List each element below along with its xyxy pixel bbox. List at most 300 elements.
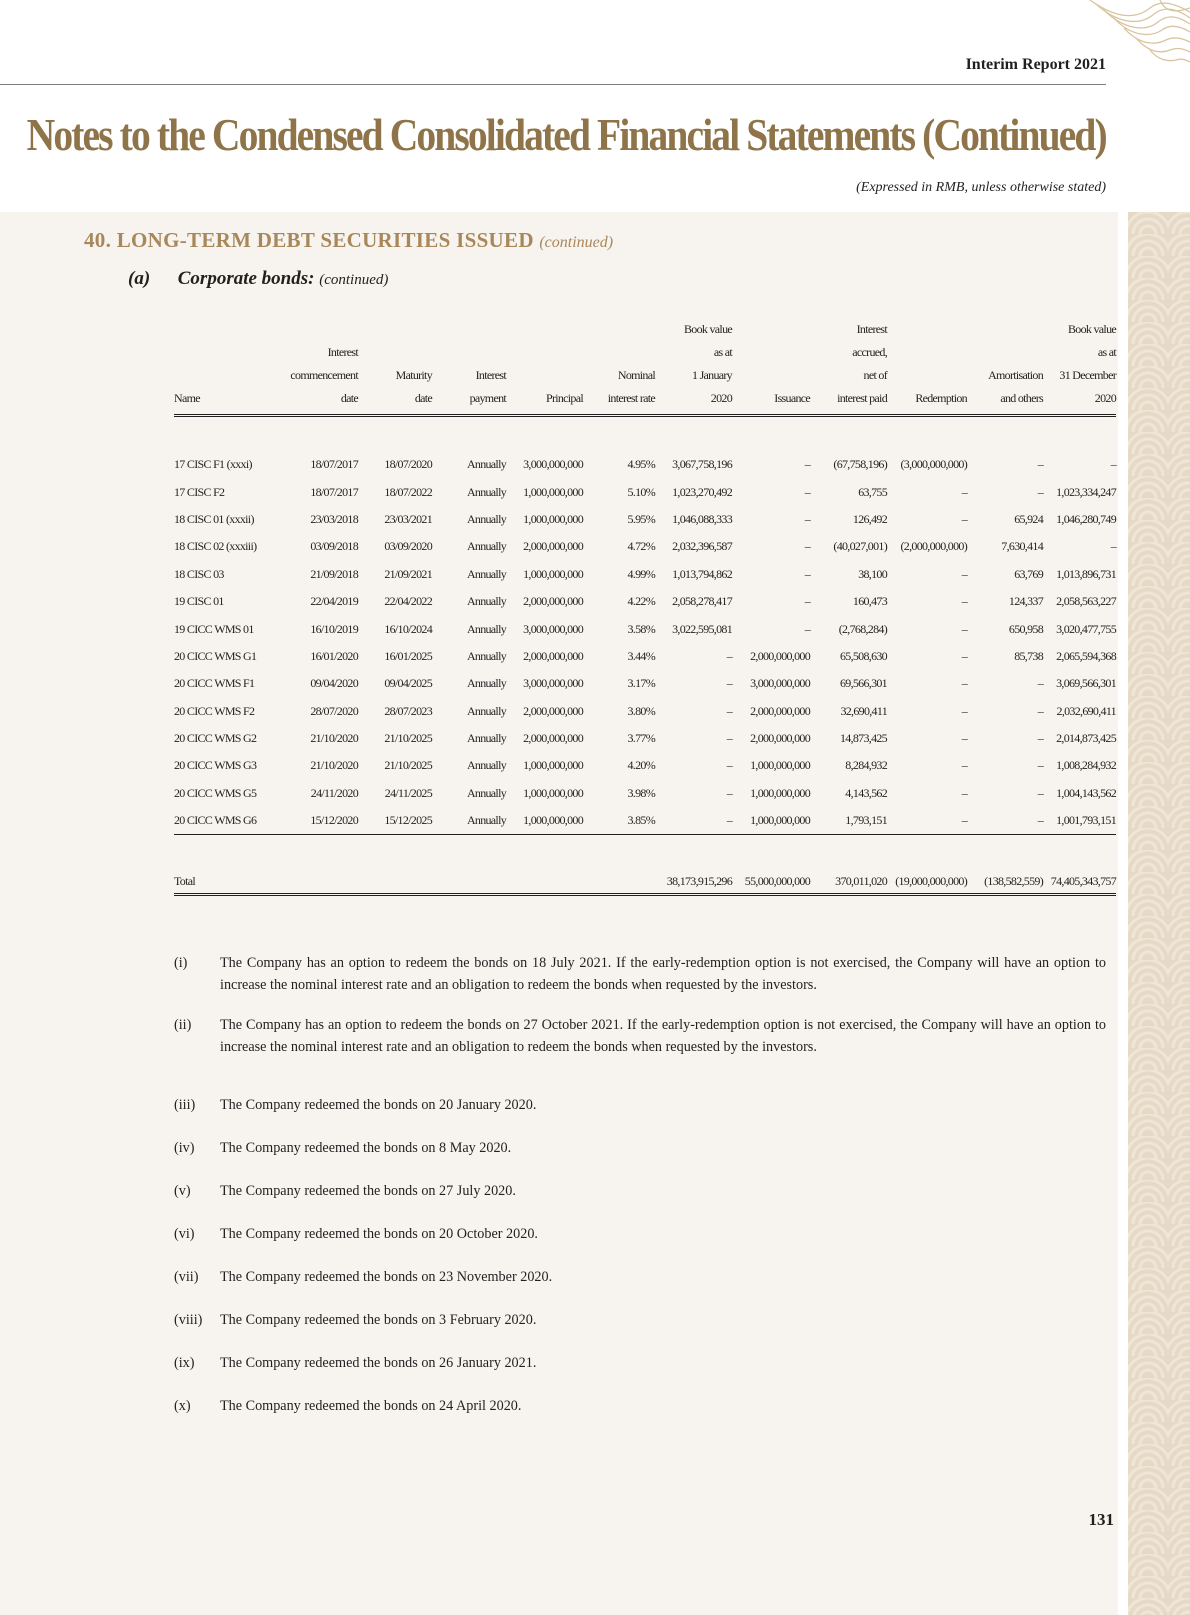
table-cell: 3,000,000,000 xyxy=(523,621,583,636)
table-cell: – xyxy=(804,511,810,526)
footnote-text: The Company has an option to redeem the bonds on 27 October 2021. If the early-redemption option is not exercised, the Company will have an option to increase the nominal interest rate and an obligation to redeem the bonds when requested by the investors. xyxy=(220,1017,1106,1055)
column-header-line: date xyxy=(340,391,358,405)
bond-name-cell: 20 CICC WMS F1 xyxy=(174,676,255,691)
table-cell: – xyxy=(804,621,810,636)
footnote-text: The Company redeemed the bonds on 24 April 2020. xyxy=(220,1398,522,1414)
table-row xyxy=(174,588,1116,615)
table-cell: 21/10/2020 xyxy=(310,758,358,773)
table-cell: 03/09/2018 xyxy=(310,539,358,554)
column-header-line: and others xyxy=(1000,391,1043,405)
table-cell: Annually xyxy=(466,621,506,636)
column-header xyxy=(732,318,810,416)
column-header-line: as at xyxy=(1097,345,1116,359)
table-cell: 03/09/2020 xyxy=(384,539,432,554)
table-cell: 18/07/2017 xyxy=(310,457,358,472)
bond-name-cell: 20 CICC WMS G5 xyxy=(174,785,257,800)
column-header-line xyxy=(583,318,655,341)
column-header-line: as at xyxy=(713,345,732,359)
table-cell: 5.10% xyxy=(627,484,655,499)
table-cell: – xyxy=(726,648,732,663)
footnote-text: The Company redeemed the bonds on 3 February 2020. xyxy=(220,1312,537,1328)
table-cell: – xyxy=(1110,539,1116,554)
footnote-item xyxy=(174,1395,1106,1417)
column-header-line: Maturity xyxy=(395,368,432,382)
table-cell: 2,032,396,587 xyxy=(672,539,732,554)
subsection-title: Corporate bonds: xyxy=(177,268,315,289)
table-cell: 1,793,151 xyxy=(810,807,887,835)
table-cell: 3.77% xyxy=(627,731,655,746)
table-row xyxy=(174,698,1116,725)
table-cell: – xyxy=(961,731,967,746)
total-cell xyxy=(432,869,506,895)
table-cell: – xyxy=(804,457,810,472)
decorative-side-pattern xyxy=(1128,212,1190,1615)
table-cell: 09/04/2025 xyxy=(384,676,432,691)
table-cell: – xyxy=(1037,703,1043,718)
table-cell: – xyxy=(1037,484,1043,499)
column-header-line xyxy=(887,318,967,341)
table-row xyxy=(174,670,1116,697)
table-cell: 1,046,280,749 xyxy=(1056,511,1116,526)
table-cell: 3.58% xyxy=(627,621,655,636)
table-cell: 3,022,595,081 xyxy=(672,621,732,636)
table-cell: 2,032,690,411 xyxy=(1056,703,1116,718)
corporate-bonds-table xyxy=(174,318,1116,896)
total-cell xyxy=(274,869,358,895)
table-cell: Annually xyxy=(466,785,506,800)
table-cell: 1,046,088,333 xyxy=(672,511,732,526)
total-cell: 38,173,915,296 xyxy=(655,869,732,895)
table-cell: 22/04/2019 xyxy=(310,594,358,609)
page-title: Notes to the Condensed Consolidated Financial Statements (Continued) xyxy=(26,109,1106,160)
table-cell: 2,065,594,368 xyxy=(1056,648,1116,663)
table-cell: 15/12/2020 xyxy=(274,807,358,835)
total-label: Total xyxy=(174,869,274,895)
section-heading-text: 40. LONG-TERM DEBT SECURITIES ISSUED xyxy=(84,228,534,252)
column-header-line xyxy=(732,341,810,364)
column-header-line xyxy=(506,364,583,387)
table-cell: 22/04/2022 xyxy=(384,594,432,609)
column-header-line xyxy=(432,318,506,341)
table-row xyxy=(174,725,1116,752)
table-cell: 1,013,794,862 xyxy=(672,566,732,581)
table-cell: Annually xyxy=(466,457,506,472)
column-header-line xyxy=(887,341,967,364)
subsection-index: (a) xyxy=(128,268,151,289)
currency-note: (Expressed in RMB, unless otherwise stated) xyxy=(856,180,1106,195)
table-cell: 24/11/2020 xyxy=(310,785,358,800)
total-cell xyxy=(583,869,655,895)
table-cell: 21/10/2020 xyxy=(310,731,358,746)
column-header xyxy=(655,318,732,416)
bond-name-cell: 20 CICC WMS G3 xyxy=(174,758,257,773)
footnote-item xyxy=(174,1137,1106,1159)
column-header-line: interest paid xyxy=(837,391,887,405)
table-cell: 16/01/2020 xyxy=(310,648,358,663)
table-row xyxy=(174,780,1116,807)
table-cell: – xyxy=(655,807,732,835)
table-cell: 4.99% xyxy=(627,566,655,581)
table-cell: – xyxy=(804,484,810,499)
table-cell: Annually xyxy=(466,703,506,718)
column-header-line: Principal xyxy=(545,391,583,405)
footnote-text: The Company redeemed the bonds on 27 July 2020. xyxy=(220,1183,516,1199)
footnote-text: The Company redeemed the bonds on 23 November 2020. xyxy=(220,1269,553,1285)
table-cell: 2,058,278,417 xyxy=(672,594,732,609)
table-cell: – xyxy=(726,676,732,691)
section-heading xyxy=(84,228,613,253)
table-cell: 4.22% xyxy=(627,594,655,609)
table-row xyxy=(174,807,1116,835)
table-cell: 2,000,000,000 xyxy=(750,648,810,663)
table-cell: Annually xyxy=(466,594,506,609)
column-header-line: Book value xyxy=(684,322,732,336)
table-cell: – xyxy=(726,731,732,746)
column-header-line xyxy=(358,318,432,341)
table-cell: 63,755 xyxy=(858,484,887,499)
table-cell: 69,566,301 xyxy=(839,676,887,691)
table-cell: – xyxy=(726,758,732,773)
column-header-line: commencement xyxy=(290,368,358,382)
column-header xyxy=(506,318,583,416)
bond-name-cell: 20 CICC WMS G2 xyxy=(174,731,257,746)
table-cell: – xyxy=(804,539,810,554)
table-cell: (40,027,001) xyxy=(833,539,887,554)
footnote-item xyxy=(174,1223,1106,1245)
table-cell: – xyxy=(726,703,732,718)
table-cell: 1,013,896,731 xyxy=(1056,566,1116,581)
table-cell: (2,768,284) xyxy=(838,621,887,636)
table-cell: 16/10/2024 xyxy=(384,621,432,636)
table-cell: – xyxy=(961,785,967,800)
footnote-item xyxy=(174,1180,1106,1202)
table-cell: 3.17% xyxy=(627,676,655,691)
table-cell: Annually xyxy=(466,566,506,581)
table-cell: 21/10/2025 xyxy=(384,731,432,746)
column-header-line: 2020 xyxy=(710,391,732,405)
column-header-line xyxy=(967,318,1043,341)
bond-name-cell: 18 CISC 01 (xxxii) xyxy=(174,511,254,526)
footnote-number: (ii) xyxy=(174,1017,192,1033)
table-cell: 23/03/2018 xyxy=(310,511,358,526)
table-cell: – xyxy=(804,594,810,609)
column-header-line: Name xyxy=(174,391,200,405)
section-heading-suffix: (continued) xyxy=(539,234,614,251)
table-cell: 65,924 xyxy=(1014,511,1043,526)
footnote-item xyxy=(174,1352,1106,1374)
table-cell: – xyxy=(961,566,967,581)
table-cell: (3,000,000,000) xyxy=(900,457,967,472)
column-header xyxy=(174,318,274,416)
table-cell: 4,143,562 xyxy=(845,785,887,800)
bond-name-cell: 20 CICC WMS G1 xyxy=(174,648,257,663)
column-header xyxy=(810,318,887,416)
table-cell: 1,000,000,000 xyxy=(506,807,583,835)
column-header xyxy=(583,318,655,416)
table-cell: 32,690,411 xyxy=(840,703,887,718)
footnote-item xyxy=(174,1014,1106,1058)
table-cell: Annually xyxy=(466,758,506,773)
table-cell: – xyxy=(961,703,967,718)
footnote-number: (vii) xyxy=(174,1269,199,1285)
table-cell: 4.95% xyxy=(627,457,655,472)
column-header-line: Book value xyxy=(1068,322,1116,336)
column-header-line xyxy=(887,364,967,387)
table-cell: 1,000,000,000 xyxy=(732,807,810,835)
table-row xyxy=(174,615,1116,642)
table-cell: 8,284,932 xyxy=(845,758,887,773)
total-cell xyxy=(358,869,432,895)
footnote-number: (iv) xyxy=(174,1140,195,1156)
table-cell: – xyxy=(961,511,967,526)
table-cell: – xyxy=(1037,758,1043,773)
bond-name-cell: 18 CISC 03 xyxy=(174,566,224,581)
table-cell: Annually xyxy=(466,731,506,746)
bond-name-cell: 19 CISC 01 xyxy=(174,594,224,609)
table-cell: 18/07/2017 xyxy=(310,484,358,499)
column-header-line xyxy=(432,341,506,364)
column-header-line: Interest xyxy=(856,322,887,336)
table-row xyxy=(174,533,1116,560)
column-header-line: Amortisation xyxy=(988,368,1043,382)
table-cell: 23/03/2021 xyxy=(384,511,432,526)
table-cell: 1,000,000,000 xyxy=(523,785,583,800)
header-divider xyxy=(0,84,1106,85)
table-cell: 2,000,000,000 xyxy=(750,731,810,746)
table-cell: 124,337 xyxy=(1008,594,1043,609)
table-row xyxy=(174,752,1116,779)
footnote-number: (iii) xyxy=(174,1097,196,1113)
footnote-text: The Company redeemed the bonds on 20 October 2020. xyxy=(220,1226,538,1242)
footnote-text: The Company redeemed the bonds on 20 January 2020. xyxy=(220,1097,537,1113)
table-cell: – xyxy=(961,484,967,499)
table-cell: 3,000,000,000 xyxy=(523,676,583,691)
table-cell: 2,000,000,000 xyxy=(523,648,583,663)
bond-name-cell: 17 CISC F2 xyxy=(174,484,225,499)
table-cell: Annually xyxy=(432,807,506,835)
table-cell: – xyxy=(961,621,967,636)
bond-name-cell: 20 CICC WMS G6 xyxy=(174,807,274,835)
column-header-line: Interest xyxy=(327,345,358,359)
table-cell: 2,058,563,227 xyxy=(1056,594,1116,609)
column-header-line: 31 December xyxy=(1059,368,1116,382)
table-row xyxy=(174,506,1116,533)
table-cell: – xyxy=(961,758,967,773)
table-cell: 1,000,000,000 xyxy=(523,511,583,526)
table-cell: 1,023,334,247 xyxy=(1056,484,1116,499)
column-header-line xyxy=(732,318,810,341)
table-cell: 5.95% xyxy=(627,511,655,526)
column-header-line xyxy=(358,341,432,364)
table-cell: 3.80% xyxy=(627,703,655,718)
table-cell: – xyxy=(967,807,1043,835)
bond-name-cell: 17 CISC F1 (xxxi) xyxy=(174,457,252,472)
table-cell: 21/09/2021 xyxy=(384,566,432,581)
table-cell: – xyxy=(1037,785,1043,800)
total-cell xyxy=(506,869,583,895)
table-cell: Annually xyxy=(466,511,506,526)
table-cell: Annually xyxy=(466,676,506,691)
subsection-suffix: (continued) xyxy=(319,272,389,288)
subsection-heading xyxy=(128,268,388,290)
table-cell: 38,100 xyxy=(858,566,887,581)
column-header-line: payment xyxy=(469,391,506,405)
table-cell: – xyxy=(1037,676,1043,691)
table-cell: 1,000,000,000 xyxy=(750,758,810,773)
table-cell: 18/07/2022 xyxy=(384,484,432,499)
table-cell: 2,000,000,000 xyxy=(523,594,583,609)
table-cell: Annually xyxy=(466,539,506,554)
table-cell: 21/09/2018 xyxy=(310,566,358,581)
table-cell: 1,000,000,000 xyxy=(523,484,583,499)
table-cell: – xyxy=(1110,457,1116,472)
table-cell: 24/11/2025 xyxy=(384,785,432,800)
table-cell: (2,000,000,000) xyxy=(900,539,967,554)
footnote-item xyxy=(174,1094,1106,1116)
table-cell: 2,000,000,000 xyxy=(750,703,810,718)
footnote-text: The Company redeemed the bonds on 26 January 2021. xyxy=(220,1355,537,1371)
table-cell: – xyxy=(726,785,732,800)
total-cell: 55,000,000,000 xyxy=(732,869,810,895)
table-cell: 3,000,000,000 xyxy=(523,457,583,472)
total-cell: 370,011,020 xyxy=(810,869,887,895)
column-header-line: 2020 xyxy=(1094,391,1116,405)
column-header xyxy=(358,318,432,416)
table-cell: 160,473 xyxy=(852,594,887,609)
table-cell: 09/04/2020 xyxy=(310,676,358,691)
total-cell: (138,582,559) xyxy=(967,869,1043,895)
table-cell: – xyxy=(961,594,967,609)
table-cell: 28/07/2023 xyxy=(384,703,432,718)
total-cell: (19,000,000,000) xyxy=(887,869,967,895)
table-cell: 16/01/2025 xyxy=(384,648,432,663)
report-label: Interim Report 2021 xyxy=(965,56,1106,73)
column-header xyxy=(967,318,1043,416)
table-cell: 3.85% xyxy=(583,807,655,835)
table-cell: Annually xyxy=(466,648,506,663)
table-cell: – xyxy=(961,648,967,663)
table-cell: 85,738 xyxy=(1014,648,1043,663)
table-row xyxy=(174,478,1116,505)
table-cell: 3,067,758,196 xyxy=(672,457,732,472)
footnote-number: (i) xyxy=(174,955,188,971)
footnote-number: (x) xyxy=(174,1398,191,1414)
table-cell: – xyxy=(804,566,810,581)
table-cell: 65,508,630 xyxy=(839,648,887,663)
table-cell: 3,000,000,000 xyxy=(750,676,810,691)
table-cell: – xyxy=(1037,457,1043,472)
table-cell: 28/07/2020 xyxy=(310,703,358,718)
table-cell: 3.98% xyxy=(627,785,655,800)
column-header-line: Nominal xyxy=(617,368,655,382)
table-cell: 1,000,000,000 xyxy=(523,758,583,773)
bond-name-cell: 18 CISC 02 (xxxiii) xyxy=(174,539,257,554)
table-row xyxy=(174,643,1116,670)
table-cell: 1,000,000,000 xyxy=(750,785,810,800)
table-cell: 21/10/2025 xyxy=(384,758,432,773)
footnote-number: (ix) xyxy=(174,1355,195,1371)
footnote-item xyxy=(174,952,1106,996)
table-cell: 2,000,000,000 xyxy=(523,703,583,718)
footnote-item xyxy=(174,1266,1106,1288)
table-cell: 4.72% xyxy=(627,539,655,554)
table-row xyxy=(174,451,1116,478)
column-header-line: interest rate xyxy=(607,391,655,405)
table-cell: (67,758,196) xyxy=(833,457,887,472)
column-header xyxy=(432,318,506,416)
column-header xyxy=(887,318,967,416)
table-cell: 7,630,414 xyxy=(1001,539,1043,554)
footnote-text: The Company redeemed the bonds on 8 May 2020. xyxy=(220,1140,512,1156)
page-number: 131 xyxy=(1088,1510,1114,1529)
table-cell: 18/07/2020 xyxy=(384,457,432,472)
column-header-line: net of xyxy=(863,368,887,382)
table-cell: 650,958 xyxy=(1008,621,1043,636)
column-header-line xyxy=(967,341,1043,364)
column-header-line xyxy=(506,341,583,364)
column-header-line xyxy=(274,318,358,341)
column-header-line: date xyxy=(414,391,432,405)
column-header-line xyxy=(506,318,583,341)
footnote-number: (viii) xyxy=(174,1312,203,1328)
table-cell: Annually xyxy=(466,484,506,499)
table-cell: 3,069,566,301 xyxy=(1056,676,1116,691)
table-cell: – xyxy=(961,676,967,691)
table-header-row xyxy=(174,318,1116,416)
column-header-line xyxy=(174,364,274,387)
footnote-number: (vi) xyxy=(174,1226,195,1242)
bond-name-cell: 20 CICC WMS F2 xyxy=(174,703,255,718)
table-cell: 1,001,793,151 xyxy=(1043,807,1116,835)
footnote-number: (v) xyxy=(174,1183,191,1199)
table-cell: 1,023,270,492 xyxy=(672,484,732,499)
table-cell: 2,000,000,000 xyxy=(523,539,583,554)
table-cell: 1,004,143,562 xyxy=(1056,785,1116,800)
table-cell: 15/12/2025 xyxy=(358,807,432,835)
footnote-text: The Company has an option to redeem the bonds on 18 July 2021. If the early-redemption option is not exercised, the Company will have an option to increase the nominal interest rate and an obligation to redeem the bonds when requested by the investors. xyxy=(220,955,1106,993)
column-header-line xyxy=(174,318,274,341)
column-header-line xyxy=(732,364,810,387)
column-header-line: Issuance xyxy=(774,391,810,405)
table-cell: 2,000,000,000 xyxy=(523,731,583,746)
table-cell: 3.44% xyxy=(627,648,655,663)
table-cell: 1,008,284,932 xyxy=(1056,758,1116,773)
table-cell: 16/10/2019 xyxy=(310,621,358,636)
column-header xyxy=(1043,318,1116,416)
table-cell: 126,492 xyxy=(852,511,887,526)
column-header-line xyxy=(583,341,655,364)
table-cell: 14,873,425 xyxy=(839,731,887,746)
total-cell: 74,405,343,757 xyxy=(1043,869,1116,895)
table-cell: 2,014,873,425 xyxy=(1056,731,1116,746)
bond-name-cell: 19 CICC WMS 01 xyxy=(174,621,254,636)
table-cell: – xyxy=(1037,731,1043,746)
total-row xyxy=(174,869,1116,895)
column-header-line: 1 January xyxy=(691,368,732,382)
table-row xyxy=(174,561,1116,588)
column-header-line: Interest xyxy=(475,368,506,382)
column-header-line: Redemption xyxy=(915,391,967,405)
table-cell: 63,769 xyxy=(1014,566,1043,581)
column-header-line: accrued, xyxy=(852,345,887,359)
footnote-item xyxy=(174,1309,1106,1331)
table-cell: – xyxy=(887,807,967,835)
column-header xyxy=(274,318,358,416)
table-cell: 4.20% xyxy=(627,758,655,773)
column-header-line xyxy=(174,341,274,364)
table-cell: 1,000,000,000 xyxy=(523,566,583,581)
table-cell: 3,020,477,755 xyxy=(1056,621,1116,636)
